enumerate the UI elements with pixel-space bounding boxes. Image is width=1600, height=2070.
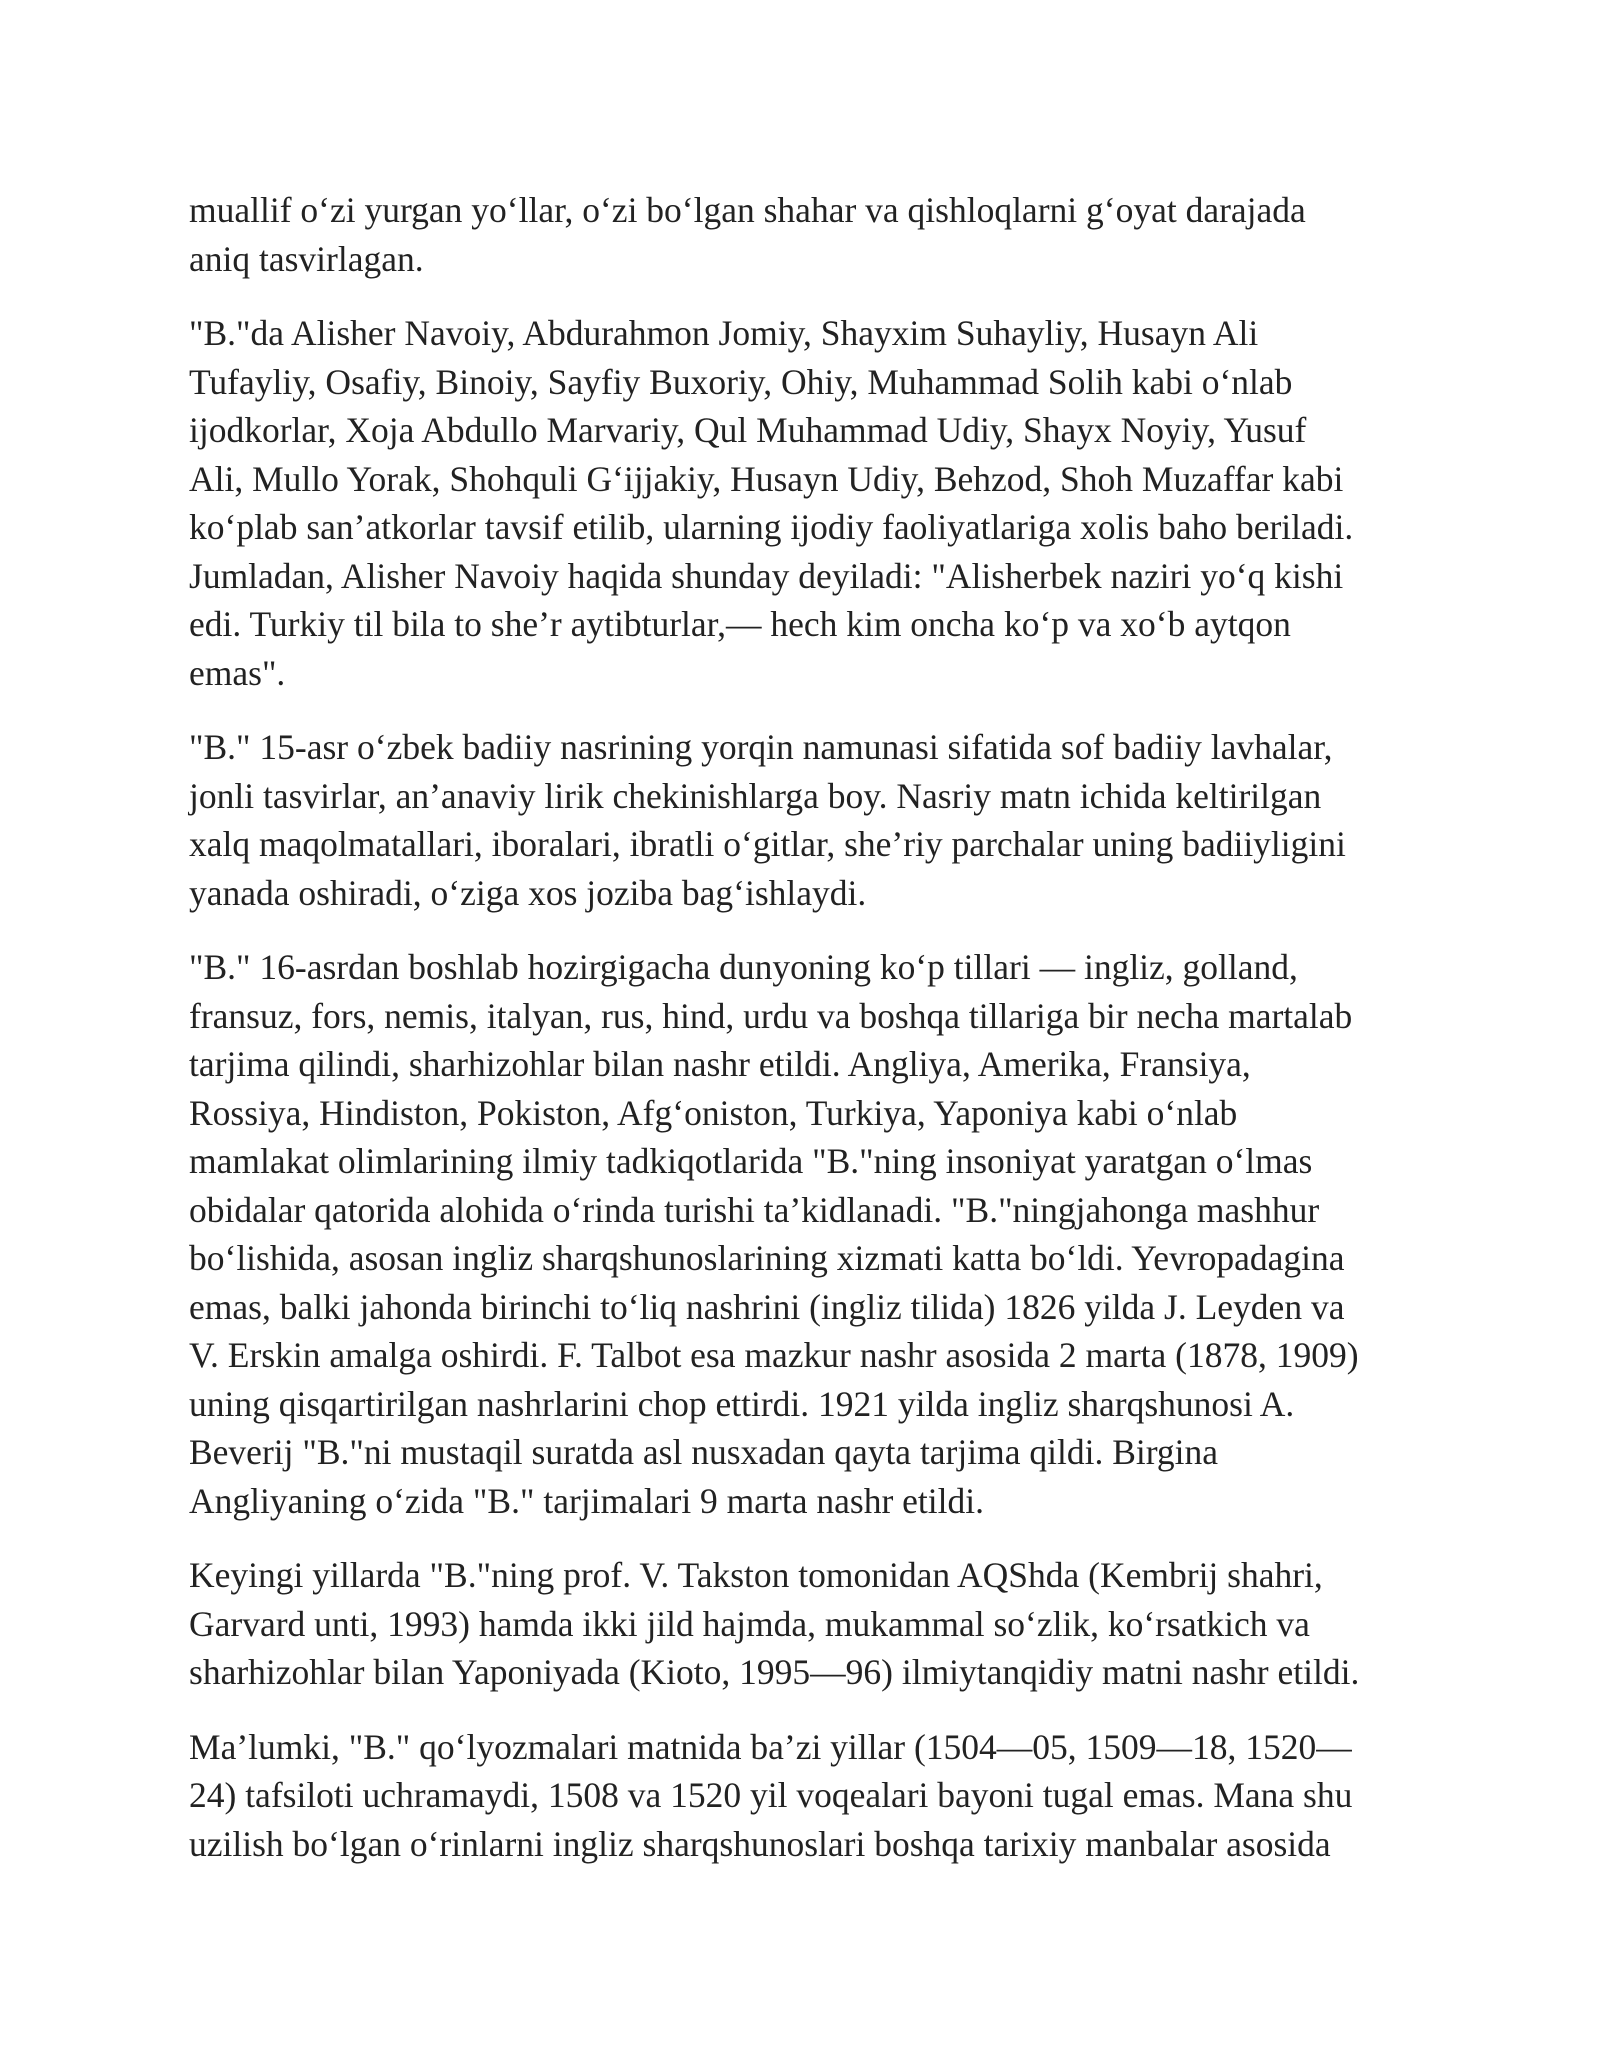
text-line: Rossiya, Hindiston, Pokiston, Afg‘oniston, Turkiya, Yaponiya kabi o‘nlab <box>189 1092 1238 1133</box>
text-line: "B." 15-asr o‘zbek badiiy nasrining yorqin namunasi sifatida sof badiiy lavhalar, <box>189 727 1333 767</box>
text-line: "B." 16-asrdan boshlab hozirgigacha dunyoning ko‘p tillari — ingliz, golland, <box>189 947 1298 987</box>
paragraph-4 <box>189 943 1419 1525</box>
text-line: Ali, Mullo Yorak, Shohquli G‘ijjakiy, Husayn Udiy, Behzod, Shoh Muzaffar kabi <box>189 458 1344 499</box>
paragraph-6 <box>189 1723 1419 1869</box>
text-line: Keyingi yillarda "B."ning prof. V. Takston tomonidan AQShda (Kembrij shahri, <box>189 1555 1323 1595</box>
text-line: sharhizohlar bilan Yaponiyada (Kioto, 1995—96) ilmiytanqidiy matni nashr etildi. <box>189 1652 1360 1692</box>
text-line: Garvard unti, 1993) hamda ikki jild hajmda, mukammal so‘zlik, ko‘rsatkich va <box>189 1603 1310 1644</box>
text-line: Angliyaning o‘zida "B." tarjimalari 9 marta nashr etildi. <box>189 1480 984 1521</box>
text-line: Tufayliy, Osafiy, Binoiy, Sayfiy Buxoriy, Ohiy, Muhammad Solih kabi o‘nlab <box>189 361 1293 402</box>
text-line: muallif o‘zi yurgan yo‘llar, o‘zi bo‘lgan shahar va qishloqlarni g‘oyat darajada <box>189 190 1306 230</box>
text-line: fransuz, fors, nemis, italyan, rus, hind, urdu va boshqa tillariga bir necha martalab <box>189 995 1353 1036</box>
text-line: Jumladan, Alisher Navoiy haqida shunday deyiladi: "Alisherbek naziri yo‘q kishi <box>189 555 1344 596</box>
text-line: ijodkorlar, Xoja Abdullo Marvariy, Qul Muhammad Udiy, Shayx Noyiy, Yusuf <box>189 410 1307 450</box>
text-line: ko‘plab san’atkorlar tavsif etilib, ularning ijodiy faoliyatlariga xolis baho beriladi. <box>189 507 1354 547</box>
text-line: Ma’lumki, "B." qo‘lyozmalari matnida ba’zi yillar (1504—05, 1509—18, 1520— <box>189 1726 1352 1767</box>
text-line: Beverij "B."ni mustaqil suratda asl nusxadan qayta tarjima qildi. Birgina <box>189 1432 1219 1472</box>
text-line: 24) tafsiloti uchramaydi, 1508 va 1520 yil voqealari bayoni tugal emas. Mana shu <box>189 1775 1353 1815</box>
text-line: mamlakat olimlarining ilmiy tadkiqotlarida "B."ning insoniyat yaratgan o‘lmas <box>189 1141 1313 1181</box>
text-line: xalq maqolmatallari, iboralari, ibratli o‘gitlar, she’riy parchalar uning badiiyligini <box>189 824 1346 864</box>
text-line: uzilish bo‘lgan o‘rinlarni ingliz sharqshunoslari boshqa tarixiy manbalar asosida <box>189 1823 1331 1864</box>
text-line: tarjima qilindi, sharhizohlar bilan nashr etildi. Angliya, Amerika, Fransiya, <box>189 1044 1251 1084</box>
paragraph-5 <box>189 1551 1419 1697</box>
paragraph-2 <box>189 309 1419 697</box>
text-line: emas, balki jahonda birinchi to‘liq nashrini (ingliz tilida) 1826 yilda J. Leyden va <box>189 1286 1345 1327</box>
text-line: emas". <box>189 652 286 693</box>
text-line: obidalar qatorida alohida o‘rinda turishi ta’kidlanadi. "B."ningjahonga mashhur <box>189 1189 1320 1230</box>
text-line: jonli tasvirlar, an’anaviy lirik chekinishlarga boy. Nasriy matn ichida keltirilgan <box>189 775 1322 816</box>
text-line: aniq tasvirlagan. <box>189 238 424 279</box>
text-line: bo‘lishida, asosan ingliz sharqshunoslarining xizmati katta bo‘ldi. Yevropadagina <box>189 1238 1345 1278</box>
text-line: "B."da Alisher Navoiy, Abdurahmon Jomiy, Shayxim Suhayliy, Husayn Ali <box>189 313 1259 353</box>
paragraph-3 <box>189 723 1419 917</box>
document-body <box>189 186 1419 1894</box>
text-line: uning qisqartirilgan nashrlarini chop ettirdi. 1921 yilda ingliz sharqshunosi A. <box>189 1383 1295 1424</box>
text-line: edi. Turkiy til bila to she’r aytibturlar,— hech kim oncha ko‘p va xo‘b aytqon <box>189 604 1291 644</box>
text-line: yanada oshiradi, o‘ziga xos joziba bag‘ishlaydi. <box>189 872 867 913</box>
paragraph-1 <box>189 186 1419 283</box>
text-line: V. Erskin amalga oshirdi. F. Talbot esa mazkur nashr asosida 2 marta (1878, 1909) <box>189 1335 1359 1375</box>
